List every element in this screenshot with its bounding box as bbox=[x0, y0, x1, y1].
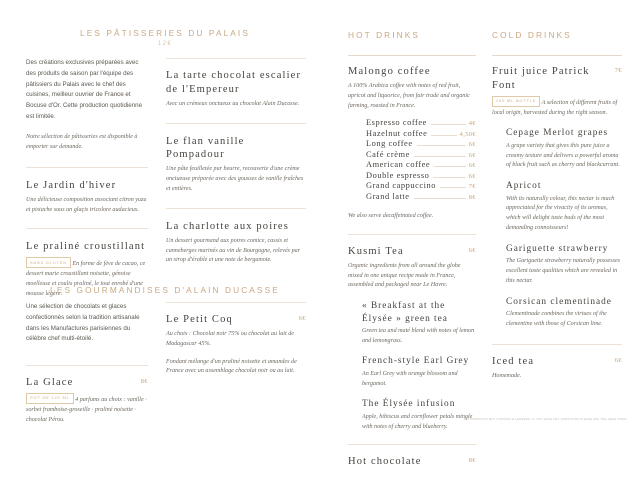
gourmandises-middle-column bbox=[166, 302, 306, 389]
leader-line bbox=[414, 156, 466, 157]
hot-drinks-column bbox=[348, 46, 476, 481]
price-row-price: 6€ bbox=[468, 162, 476, 170]
item-description-text: En forme de fève de cacao, ce dessert marie croustillant noisette, génoise moelleuse et coulis praliné, le tout enrobé d'une mousse légère. bbox=[26, 261, 146, 297]
price-row-name: Espresso coffee bbox=[366, 118, 427, 128]
divider bbox=[26, 228, 148, 229]
divider bbox=[166, 302, 306, 303]
item-description-text: A selection of different fruits of local origin, harvested during the right season. bbox=[492, 99, 618, 116]
price-row-price: 7€ bbox=[468, 183, 476, 191]
pastries-intro-1: Des créations exclusives préparées avec des produits de saison par l'équipe des pâtissiers du Palais avec le chef des cuisines, meilleur ouvrier de France et Bocuse d'Or. Cette production quotidienne est limitée. bbox=[26, 59, 143, 120]
price-row bbox=[366, 192, 476, 201]
item-title: Le flan vanille Pompadour bbox=[166, 135, 245, 161]
cold-drinks-column bbox=[492, 46, 622, 394]
divider bbox=[166, 58, 306, 59]
price-row-price: 4€ bbox=[468, 120, 476, 128]
hot-drink-kusmi-tea bbox=[348, 245, 476, 433]
item-description: Clementinade combines the virtues of the clementine with those of Corsican lime. bbox=[506, 311, 607, 327]
hot-drinks-section-title: HOT DRINKS bbox=[348, 30, 421, 40]
price-row-name: Café crème bbox=[366, 149, 410, 159]
pastry-item-tarte-chocolat bbox=[166, 69, 306, 110]
leader-line bbox=[431, 124, 466, 125]
hot-drink-malongo-coffee bbox=[348, 65, 476, 222]
item-description bbox=[492, 96, 622, 119]
gourmandises-section-header bbox=[0, 285, 330, 295]
leader-line bbox=[431, 135, 456, 136]
divider bbox=[348, 55, 476, 56]
pastries-left-column bbox=[26, 58, 148, 312]
cold-drink-iced-tea bbox=[492, 355, 622, 382]
divider bbox=[348, 234, 476, 235]
gourmandises-left-column bbox=[26, 302, 148, 438]
juice-variety-corsican-clementinade bbox=[506, 296, 622, 330]
leader-line bbox=[434, 166, 466, 167]
item-description: Homemade. bbox=[492, 372, 522, 379]
divider bbox=[492, 344, 622, 345]
price-row bbox=[366, 150, 476, 159]
item-description: Une délicieuse composition associant citron yuzu et pistache sous un glaçis tricolore audacieux. bbox=[26, 196, 147, 213]
item-description-secondary: Fondant mélange d'un praliné noisette et amandes de France avec un assemblage chocolat noir ou au lait. bbox=[166, 358, 297, 375]
pastry-item-charlotte-poires bbox=[166, 220, 306, 266]
price-row bbox=[366, 160, 476, 169]
juice-variety-apricot bbox=[506, 180, 622, 234]
price-row bbox=[366, 181, 476, 190]
item-description: An Earl Grey with orange blossom and bergamot. bbox=[362, 370, 458, 387]
item-description: Un dessert gourmand aux poires comice, cassis et canneberges marinés au vin de Bourgogne, relevés par un sirop d'érable et une note de bergamote. bbox=[166, 237, 301, 264]
divider bbox=[26, 365, 148, 366]
item-title: Iced tea bbox=[492, 355, 535, 367]
item-title: The Élysée infusion bbox=[362, 399, 456, 410]
legal-footer: ALL PRODUCTS MAY CONTAIN ALLERGENS. IF YOU HAVE ANY QUESTIONS PLEASE ASK THE HEAD STAFF. bbox=[463, 418, 628, 421]
price-row-price: 6€ bbox=[468, 172, 476, 180]
item-title: Le praliné croustillant bbox=[26, 241, 146, 253]
gourmandises-section-title: LES GOURMANDISES D'ALAIN DUCASSE bbox=[50, 285, 280, 295]
juice-variety-merlot-grapes bbox=[506, 127, 622, 171]
pastries-section-title: LES PÂTISSERIES DU PALAIS bbox=[80, 28, 250, 38]
item-title: Malongo coffee bbox=[348, 66, 431, 77]
price-row-price: 6€ bbox=[468, 151, 476, 159]
item-description: Organic ingredients from all around the globe mixed in one unique recipe made in France, assembled and packaged near Le Havre. bbox=[348, 262, 461, 289]
divider bbox=[492, 55, 622, 56]
item-description: A grape variety that gives this pure juice a creamy texture and delivers a powerful aroma of black fruit such as cherry and blackcurrant. bbox=[506, 142, 620, 169]
item-description: The Gariguette strawberry naturally possesses excellent taste qualities which are revealed in this nectar. bbox=[506, 258, 621, 284]
gourmandise-item-la-glace bbox=[26, 376, 148, 425]
hot-drink-hot-chocolate bbox=[348, 455, 476, 469]
pastries-section-subtitle: 12€ bbox=[157, 41, 173, 47]
price-row-name: Hazelnut coffee bbox=[366, 128, 428, 138]
price-row bbox=[366, 118, 476, 127]
decaf-note: We also serve decaffeinated coffee. bbox=[348, 212, 434, 219]
item-description: A 100% Arabica coffee with notes of red fruit, apricot and liquorice, from fair trade and organic farming, roasted in France. bbox=[348, 82, 470, 109]
item-title: Le Petit Coq bbox=[166, 314, 233, 325]
pastries-section-header bbox=[0, 28, 330, 47]
price-row-price: 8€ bbox=[468, 193, 476, 201]
gourmandise-item-le-petit-coq bbox=[166, 313, 306, 377]
price-row-name: Long coffee bbox=[366, 139, 413, 149]
item-title: Fruit juice Patrick Font bbox=[492, 66, 590, 91]
item-price: 6€ bbox=[298, 315, 306, 322]
price-row-price: 6€ bbox=[468, 141, 476, 149]
leader-line bbox=[440, 187, 466, 188]
leader-line bbox=[417, 145, 466, 146]
tea-variety-breakfast-elysee bbox=[362, 300, 476, 346]
item-price: 7€ bbox=[614, 67, 622, 74]
cold-drinks-section-title: COLD DRINKS bbox=[492, 30, 572, 40]
item-price: 8€ bbox=[468, 457, 476, 465]
cold-drinks-section-header bbox=[492, 30, 572, 40]
divider bbox=[348, 444, 476, 445]
divider bbox=[26, 167, 148, 168]
price-row-price: 4,50€ bbox=[459, 130, 476, 138]
item-title: La tarte chocolat escalier de l'Empereur bbox=[166, 70, 302, 95]
item-price: 6€ bbox=[614, 356, 622, 364]
price-row-name: Grand latte bbox=[366, 191, 410, 201]
leader-line bbox=[433, 177, 465, 178]
item-description: Une pâte feuilletée pur beurre, recouverte d'une crème onctueuse préparée avec des gousses de vanille fraîches et entières. bbox=[166, 166, 304, 193]
item-description: Apple, hibiscus and cornflower petals mingle with notes of cherry and blueberry. bbox=[362, 413, 473, 430]
price-row-name: American coffee bbox=[366, 160, 431, 170]
item-description: Avec un crémeux onctueux au chocolat Alain Ducasse. bbox=[166, 100, 300, 107]
item-title: Corsican clementinade bbox=[506, 296, 612, 307]
divider bbox=[166, 123, 306, 124]
item-description-text: 4 parfums au choix : vanille · sorbet framboise-groseille · praliné noisette · chocolat Pérou. bbox=[26, 396, 147, 423]
portion-badge: POT DE 120 ML bbox=[26, 393, 74, 404]
item-title: Hot chocolate bbox=[348, 456, 422, 468]
price-row-name: Grand cappuccino bbox=[366, 181, 436, 191]
hot-drinks-section-header bbox=[348, 30, 420, 40]
item-description: Au choix : Chocolat noir 75% ou chocolat au lait de Madagascar 45%. bbox=[166, 330, 294, 347]
tea-variety-earl-grey bbox=[362, 355, 476, 389]
bottle-size-badge: 250 ML BOTTLE bbox=[492, 96, 540, 107]
item-description: Green tea and maté blend with notes of lemon and lemongrass. bbox=[362, 327, 475, 344]
divider bbox=[166, 208, 306, 209]
item-title: La Glace bbox=[26, 377, 74, 389]
tea-variety-elysee-infusion bbox=[362, 398, 476, 432]
pastry-item-flan-vanille bbox=[166, 135, 306, 195]
item-title: Cepage Merlot grapes bbox=[506, 128, 609, 139]
coffee-price-list bbox=[366, 118, 476, 201]
item-title: French-style Earl Grey bbox=[362, 356, 470, 367]
pastries-middle-column bbox=[166, 58, 306, 278]
price-row-name: Double espresso bbox=[366, 170, 430, 180]
item-title: La charlotte aux poires bbox=[166, 220, 289, 232]
item-title: Kusmi Tea bbox=[348, 245, 404, 257]
gluten-free-badge: SANS GLUTEN bbox=[26, 257, 71, 268]
leader-line bbox=[414, 198, 466, 199]
item-price: 8€ bbox=[140, 378, 148, 386]
price-row bbox=[366, 129, 476, 138]
item-title: Gariguette strawberry bbox=[506, 243, 609, 254]
item-title: Le Jardin d'hiver bbox=[26, 179, 117, 191]
item-title: Apricot bbox=[506, 181, 542, 192]
pastry-item-jardin-dhiver bbox=[26, 179, 148, 216]
cold-drink-fruit-juice bbox=[492, 65, 622, 330]
item-description bbox=[26, 393, 148, 426]
gourmandises-intro: Une sélection de chocolats et glaces confectionnés selon la tradition artisanale dans les Manufactures parisiennes du célèbre chef multi-étoilé. bbox=[26, 303, 140, 343]
item-price: 6€ bbox=[468, 246, 476, 254]
price-row bbox=[366, 139, 476, 148]
pastries-intro-2: Notre sélection de pâtisseries est disponible à emporter sur demande. bbox=[26, 133, 138, 151]
price-row bbox=[366, 171, 476, 180]
item-description: With its naturally colour, this nectar is much appreciated for the vivacity of its aromas, which will delight taste buds of the most demanding connoisseurs! bbox=[506, 195, 615, 232]
item-title: « Breakfast at the Élysée » green tea bbox=[362, 301, 448, 324]
juice-variety-gariguette-strawberry bbox=[506, 243, 622, 287]
